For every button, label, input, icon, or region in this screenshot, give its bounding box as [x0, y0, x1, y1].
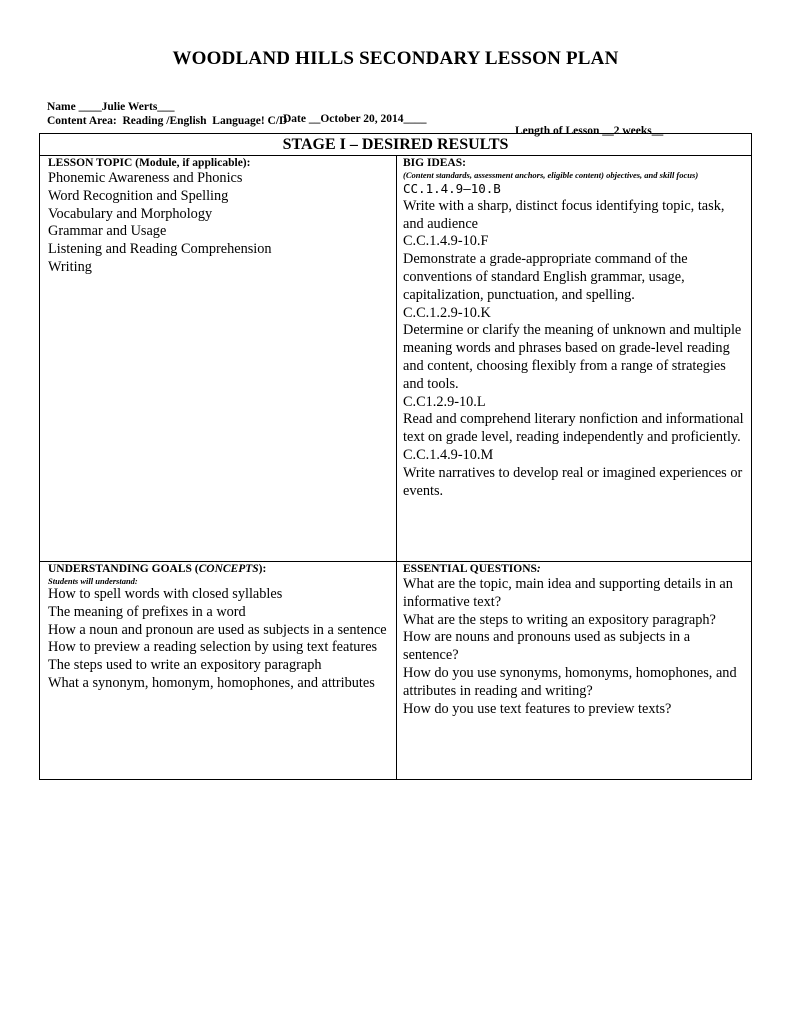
understanding-goals-list [48, 586, 394, 693]
column-divider [396, 156, 397, 780]
list-item: What a synonym, homonym, homophones, and attributes [48, 674, 375, 691]
list-item: How do you use text features to preview texts? [403, 700, 672, 717]
list-item: Grammar and Usage [48, 223, 167, 240]
stage-header: STAGE I – DESIRED RESULTS [40, 134, 751, 156]
page-title: WOODLAND HILLS SECONDARY LESSON PLAN [172, 48, 619, 69]
understanding-goals-subheading: Students will understand: [48, 576, 138, 586]
date-field: Date __October 20, 2014____ [283, 113, 427, 125]
list-item: Word Recognition and Spelling [48, 187, 229, 204]
big-ideas-heading: BIG IDEAS: [403, 157, 466, 169]
standard-code: C.C1.2.9-10.L [403, 393, 486, 410]
length-field: Length of Lesson __2 weeks__ [515, 125, 664, 137]
list-item: What are the steps to writing an expository paragraph? [403, 611, 716, 628]
list-item: How are nouns and pronouns used as subjects in a sentence? [403, 629, 691, 664]
list-item: What are the topic, main idea and supporting details in an informative text? [403, 576, 733, 610]
standard-text: Write narratives to develop real or imagined experiences or events. [403, 464, 743, 499]
standard-text: Write with a sharp, distinct focus identifying topic, task, and audience [403, 197, 725, 232]
standard-code: C.C.1.4.9-10.F [403, 233, 489, 250]
lesson-topic-list [48, 170, 394, 277]
list-item: The steps used to write an expository paragraph [48, 657, 322, 674]
list-item: How to spell words with closed syllables [48, 586, 283, 602]
understanding-goals-heading: UNDERSTANDING GOALS (CONCEPTS): [48, 563, 267, 575]
content-area-field: Content Area: Reading /English Language! C/D [47, 115, 288, 127]
list-item: Listening and Reading Comprehension [48, 241, 272, 258]
list-item: The meaning of prefixes in a word [48, 603, 246, 620]
list-item: How a noun and pronoun are used as subjects in a sentence [48, 621, 387, 638]
list-item: Phonemic Awareness and Phonics [48, 170, 243, 186]
standard-code: C.C.1.2.9-10.K [403, 304, 491, 321]
understanding-goals-cell [48, 562, 394, 693]
list-item: Writing [48, 258, 92, 275]
lesson-topic-heading: LESSON TOPIC (Module, if applicable): [48, 157, 251, 169]
list-item: Vocabulary and Morphology [48, 205, 213, 222]
list-item: How to preview a reading selection by using text features [48, 639, 378, 656]
essential-questions-heading: ESSENTIAL QUESTIONS: [403, 563, 541, 575]
lesson-topic-cell [48, 156, 394, 277]
big-ideas-standards [403, 180, 748, 500]
standard-text: Determine or clarify the meaning of unknown and multiple meaning words and phrases based on grade-level reading and content, choosing flexibly from a range of strategies and tools. [403, 322, 742, 392]
big-ideas-subheading: (Content standards, assessment anchors, eligible content) objectives, and skill focus) [403, 170, 699, 180]
standard-text: Read and comprehend literary nonfiction and informational text on grade level, reading independently and proficiently. [403, 411, 744, 446]
standard-code: C.C.1.4.9-10.M [403, 446, 494, 463]
essential-questions-cell [403, 562, 748, 718]
essential-questions-list [403, 576, 748, 718]
name-field: Name ____Julie Werts___ [47, 101, 175, 113]
lesson-plan-table [39, 133, 752, 780]
standard-code: CC.1.4.9–10.B [403, 181, 501, 196]
big-ideas-cell [403, 156, 748, 500]
list-item: How do you use synonyms, homonyms, homophones, and attributes in reading and writing? [403, 664, 737, 699]
standard-text: Demonstrate a grade-appropriate command of the conventions of standard English grammar, usage, capitalization, punctuation, and spelling. [403, 251, 688, 303]
